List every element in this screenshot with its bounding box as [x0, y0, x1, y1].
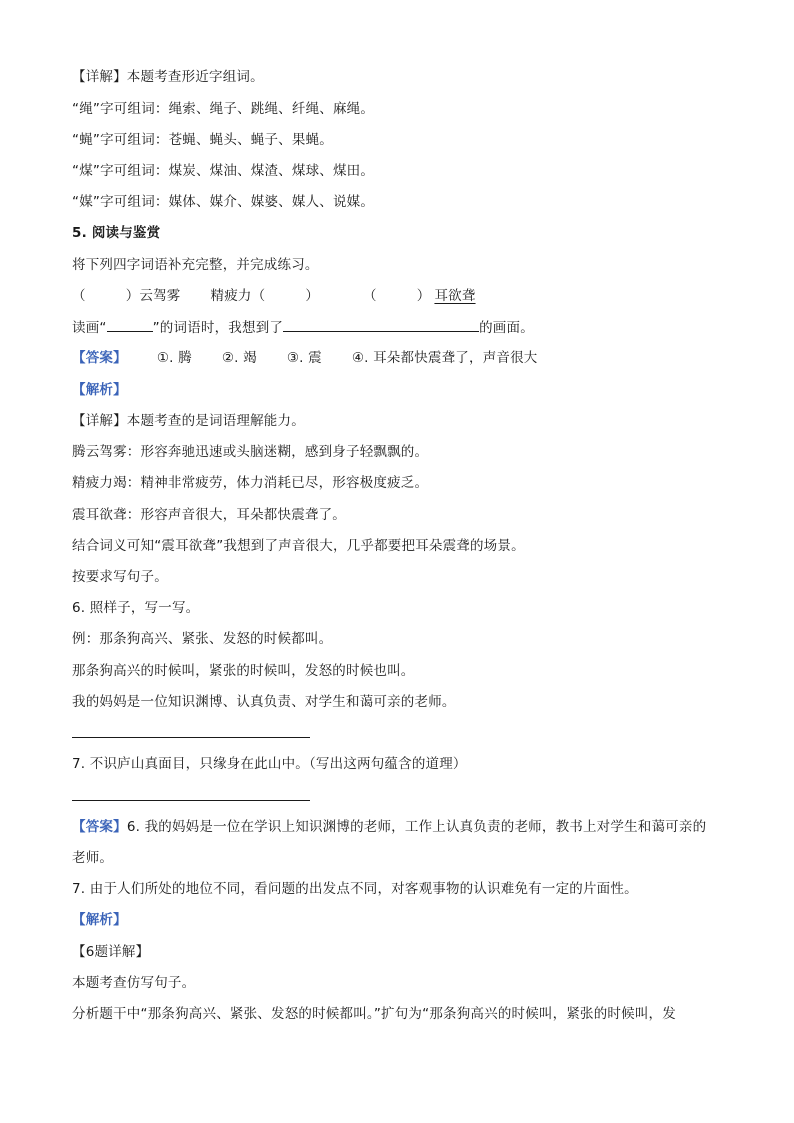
text-line: 那条狗高兴的时候叫，紧张的时候叫，发怒的时候也叫。 [72, 663, 415, 679]
idiom-fragment: ）云驾雾 [125, 288, 181, 304]
paren-open: （ [72, 288, 86, 304]
text-line: 我的妈妈是一位知识渊博、认真负责、对学生和蔼可亲的老师。 [72, 694, 456, 710]
text-line: 7. 由于人们所处的地位不同，看问题的出发点不同，对客观事物的认识难免有一定的片面性。 [72, 881, 638, 897]
text-line: “媒”字可组词：媒体、媒介、媒婆、媒人、说媒。 [72, 194, 375, 210]
paren-close: ） [416, 288, 431, 304]
idiom-fragment: 精疲力（ [210, 288, 266, 304]
text-line: 按要求写句子。 [72, 569, 168, 585]
text-line: “蝇”字可组词：苍蝇、蝇头、蝇子、果蝇。 [72, 132, 333, 148]
answer-item: ④. 耳朵都快震聋了，声音很大 [351, 350, 538, 366]
analysis-label: 【解析】 [72, 912, 127, 928]
text-line: 【详解】本题考查形近字组词。 [72, 69, 264, 85]
answer-rule [72, 800, 310, 801]
text-line: 震耳欲聋：形容声音很大，耳朵都快震聋了。 [72, 507, 346, 523]
text-line: 例：那条狗高兴、紧张、发怒的时候都叫。 [72, 631, 333, 647]
text-line: 结合词义可知“震耳欲聋”我想到了声音很大，几乎都要把耳朵震聋的场景。 [72, 538, 525, 554]
fill-blank-line [72, 317, 534, 338]
answer-label: 【答案】 [72, 819, 127, 835]
fill-blank-line [72, 286, 476, 306]
text-line: 老师。 [72, 850, 114, 866]
text-line: 将下列四字词语补充完整，并完成练习。 [72, 257, 319, 273]
answer-line [72, 817, 706, 837]
answer-blank [107, 317, 153, 332]
text-line: “煤”字可组词：煤炭、煤油、煤渣、煤球、煤田。 [72, 163, 375, 179]
answer-rule [72, 737, 310, 738]
sub-heading: 【6题详解】 [72, 944, 150, 960]
answer-item: ①. 腾 [156, 350, 192, 366]
text-line: “绳”字可组词：绳索、绳子、跳绳、纤绳、麻绳。 [72, 101, 375, 117]
text-segment: 读画“ [72, 320, 107, 336]
analysis-label: 【解析】 [72, 382, 127, 398]
paren-close: ） [305, 288, 320, 304]
underlined-idiom: 耳欲聋 [434, 288, 476, 304]
question-heading: 7. 不识庐山真面目，只缘身在此山中。（写出这两句蕴含的道理） [72, 756, 467, 772]
question-heading: 5. 阅读与鉴赏 [72, 225, 161, 241]
answer-line [72, 348, 538, 368]
text-line: 腾云驾雾：形容奔驰迅速或头脑迷糊，感到身子轻飘飘的。 [72, 444, 429, 460]
text-segment: 的画面。 [479, 320, 534, 336]
answer-label: 【答案】 [72, 350, 127, 366]
question-heading: 6. 照样子，写一写。 [72, 600, 200, 616]
text-line: 【详解】本题考查的是词语理解能力。 [72, 413, 305, 429]
answer-item: ③. 震 [286, 350, 322, 366]
answer-item: ②. 竭 [221, 350, 257, 366]
text-segment: ”的词语时，我想到了 [152, 320, 284, 336]
answer-blank [283, 317, 479, 332]
text-line: 分析题干中“那条狗高兴、紧张、发怒的时候都叫。”扩句为“那条狗高兴的时候叫，紧张的时候叫，发 [72, 1006, 676, 1022]
answer-text: 6. 我的妈妈是一位在学识上知识渊博的老师，工作上认真负责的老师，教书上对学生和蔼可亲的 [126, 819, 707, 835]
text-line: 本题考查仿写句子。 [72, 975, 196, 991]
paren-open: （ [363, 288, 377, 304]
text-line: 精疲力竭：精神非常疲劳，体力消耗已尽，形容极度疲乏。 [72, 475, 429, 491]
